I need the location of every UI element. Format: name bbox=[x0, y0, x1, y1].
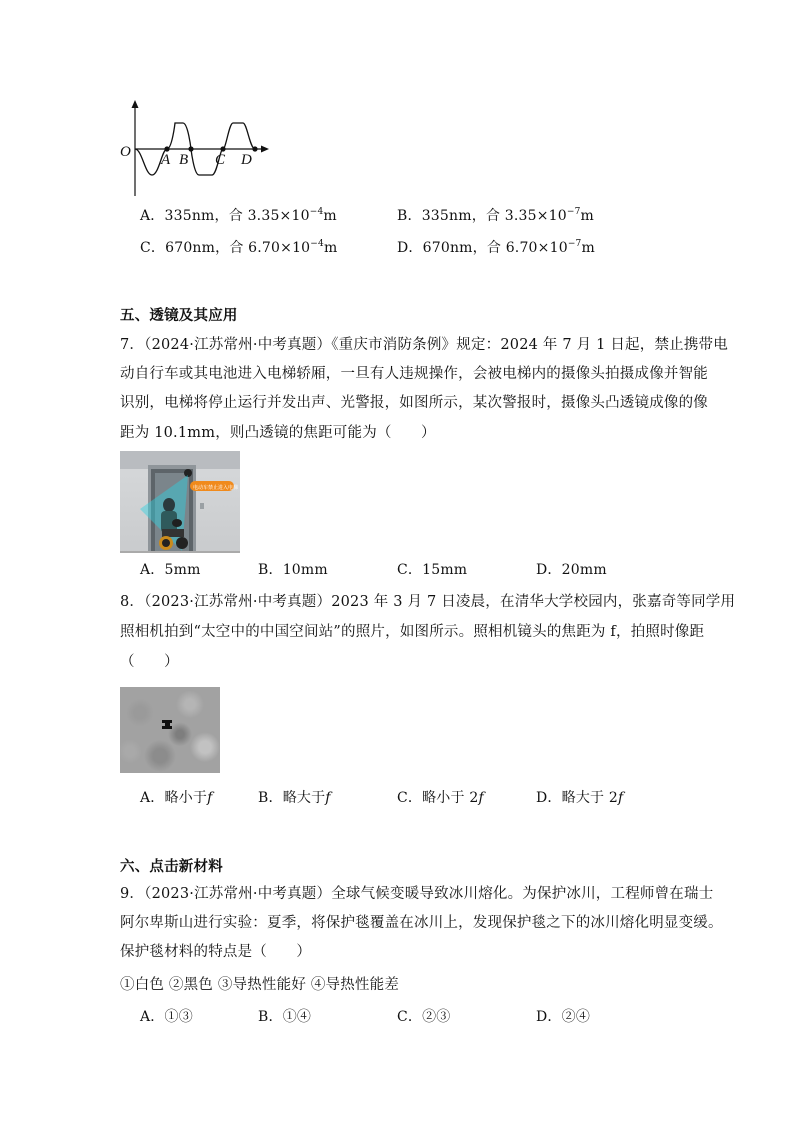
q7-line-1: 7．（2024·江苏常州·中考真题）《重庆市消防条例》规定：2024 年 7 月 1 日起，禁止携带电 bbox=[120, 337, 728, 353]
section-six-title: 六、点击新材料 bbox=[120, 859, 223, 875]
point-b bbox=[188, 146, 193, 151]
q6-option-d: D．670nm，合 $6.70\times 10^{-7}m$ bbox=[397, 239, 595, 256]
point-d bbox=[252, 146, 257, 151]
point-a bbox=[164, 146, 169, 151]
label-d: D bbox=[241, 152, 252, 168]
q8-line-3: （ ） bbox=[120, 654, 179, 670]
q6-option-a: A．335nm，合 $3.35\times 10^{-4}m$ bbox=[140, 207, 337, 224]
label-a: A bbox=[161, 152, 171, 168]
q9-option-a: A．①③ bbox=[140, 1009, 193, 1025]
q6-option-c: C．670nm，合 $6.70\times 10^{-4}m$ bbox=[140, 239, 338, 256]
q8-option-a: A．略小于f bbox=[140, 790, 213, 806]
warning-sign-text: 电动车禁止进入电梯 bbox=[193, 485, 239, 491]
elevator-photo bbox=[120, 451, 240, 553]
q9-option-c: C．②③ bbox=[397, 1009, 451, 1025]
q7-line-3: 识别，电梯将停止运行并发出声、光警报，如图所示，某次警报时，摄像头凸透镜成像的像 bbox=[120, 395, 708, 411]
q9-option-d: D．②④ bbox=[536, 1009, 591, 1025]
q7-option-b: B．10mm bbox=[258, 562, 328, 578]
q8-option-b: B．略大于f bbox=[258, 790, 331, 806]
q8-line-2: 照相机拍到“太空中的中国空间站”的照片，如图所示。照相机镜头的焦距为 f，拍照时像距 bbox=[120, 624, 705, 640]
label-b: B bbox=[179, 152, 189, 168]
q7-line-2: 动自行车或其电池进入电梯轿厢，一旦有人违规操作，会被电梯内的摄像头拍摄成像并智能 bbox=[120, 366, 708, 382]
q7-option-a: A．5mm bbox=[140, 562, 201, 578]
q9-option-b: B．①④ bbox=[258, 1009, 312, 1025]
q9-line-2: 阿尔卑斯山进行实验：夏季，将保护毯覆盖在冰川上，发现保护毯之下的冰川熔化明显变缓。 bbox=[120, 915, 723, 931]
section-five-title: 五、透镜及其应用 bbox=[120, 308, 238, 324]
q9-line-1: 9．（2023·江苏常州·中考真题）全球气候变暖导致冰川熔化。为保护冰川，工程师曾在瑞士 bbox=[120, 886, 714, 902]
wave-figure bbox=[115, 98, 275, 200]
q8-line-1: 8．（2023·江苏常州·中考真题）2023 年 3 月 7 日凌晨，在清华大学校园内，张嘉奇等同学用 bbox=[120, 594, 736, 610]
label-c: C bbox=[215, 152, 226, 168]
q9-line-3: 保护毯材料的特点是（ ） bbox=[120, 944, 312, 960]
x-axis-arrow bbox=[261, 146, 269, 153]
q7-option-d: D．20mm bbox=[536, 562, 607, 578]
point-c bbox=[220, 146, 225, 151]
q7-line-4: 距为 10.1mm，则凸透镜的焦距可能为（ ） bbox=[120, 425, 436, 441]
q6-option-b: B．335nm，合 $3.35\times 10^{-7}m$ bbox=[397, 207, 595, 224]
label-origin: O bbox=[120, 144, 131, 160]
q7-option-c: C．15mm bbox=[397, 562, 468, 578]
q8-option-d: D．略大于 2f bbox=[536, 790, 624, 806]
y-axis-arrow bbox=[132, 100, 139, 108]
space-station-photo bbox=[120, 687, 220, 773]
q8-option-c: C．略小于 2f bbox=[397, 790, 484, 806]
q9-line-4: ①白色 ②黑色 ③导热性能好 ④导热性能差 bbox=[120, 977, 400, 993]
